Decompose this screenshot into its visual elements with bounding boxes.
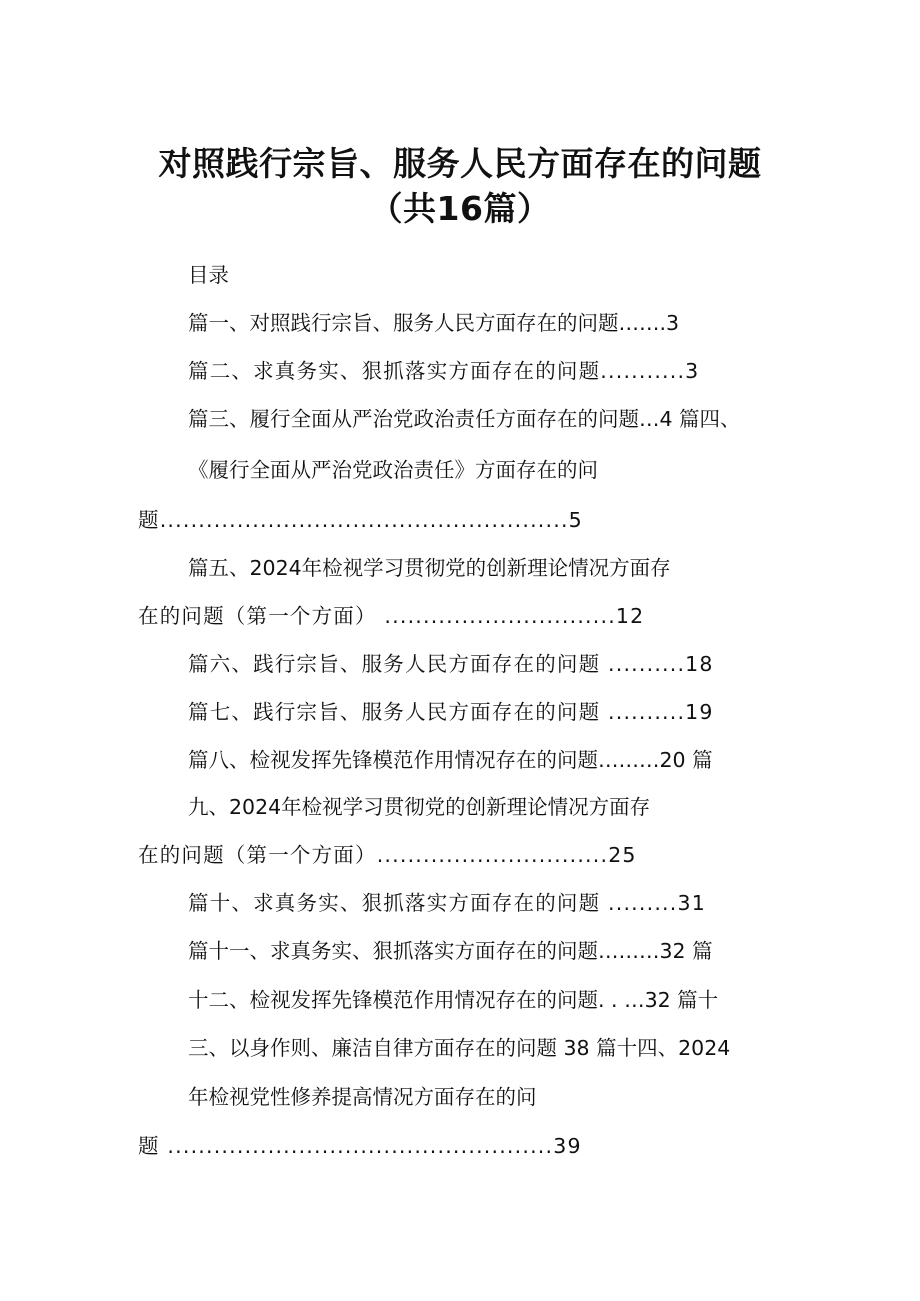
document-subtitle: （共16篇） xyxy=(369,189,551,228)
toc-heading: 目录 xyxy=(188,263,229,287)
toc-line: 题.....................................................5 xyxy=(138,508,583,532)
toc-line: 篇六、践行宗旨、服务人民方面存在的问题 ..........18 xyxy=(188,652,714,676)
toc-line: 篇一、对照践行宗旨、服务人民方面存在的问题…….3 xyxy=(188,311,680,335)
toc-line: 篇七、践行宗旨、服务人民方面存在的问题 ..........19 xyxy=(188,700,714,724)
toc-line: 篇八、检视发挥先锋模范作用情况存在的问题………20 篇 xyxy=(188,748,713,772)
toc-line: 题 ..................................................39 xyxy=(138,1134,582,1158)
document-title: 对照践行宗旨、服务人民方面存在的问题 xyxy=(158,144,762,183)
toc-line: 篇十、求真务实、狠抓落实方面存在的问题 .........31 xyxy=(188,891,706,915)
toc-line: 《履行全面从严治党政治责任》方面存在的问 xyxy=(188,458,598,482)
toc-line: 在的问题（第一个方面） ..............................12 xyxy=(138,604,645,628)
toc-line: 年检视党性修养提高情况方面存在的问 xyxy=(188,1085,537,1109)
toc-line: 九、2024年检视学习贯彻党的创新理论情况方面存 xyxy=(188,795,651,819)
toc-line: 篇十一、求真务实、狠抓落实方面存在的问题………32 篇 xyxy=(188,939,713,963)
toc-line: 在的问题（第一个方面）..............................25 xyxy=(138,843,637,867)
toc-line: 篇五、2024年检视学习贯彻党的创新理论情况方面存 xyxy=(188,556,671,580)
toc-line: 三、以身作则、廉洁自律方面存在的问题 38 篇十四、2024 xyxy=(188,1036,731,1060)
toc-line: 篇二、求真务实、狠抓落实方面存在的问题...........3 xyxy=(188,359,700,383)
toc-line: 篇三、履行全面从严治党政治责任方面存在的问题…4 篇四、 xyxy=(188,407,741,431)
toc-line: 十二、检视发挥先锋模范作用情况存在的问题. . …32 篇十 xyxy=(188,988,719,1012)
